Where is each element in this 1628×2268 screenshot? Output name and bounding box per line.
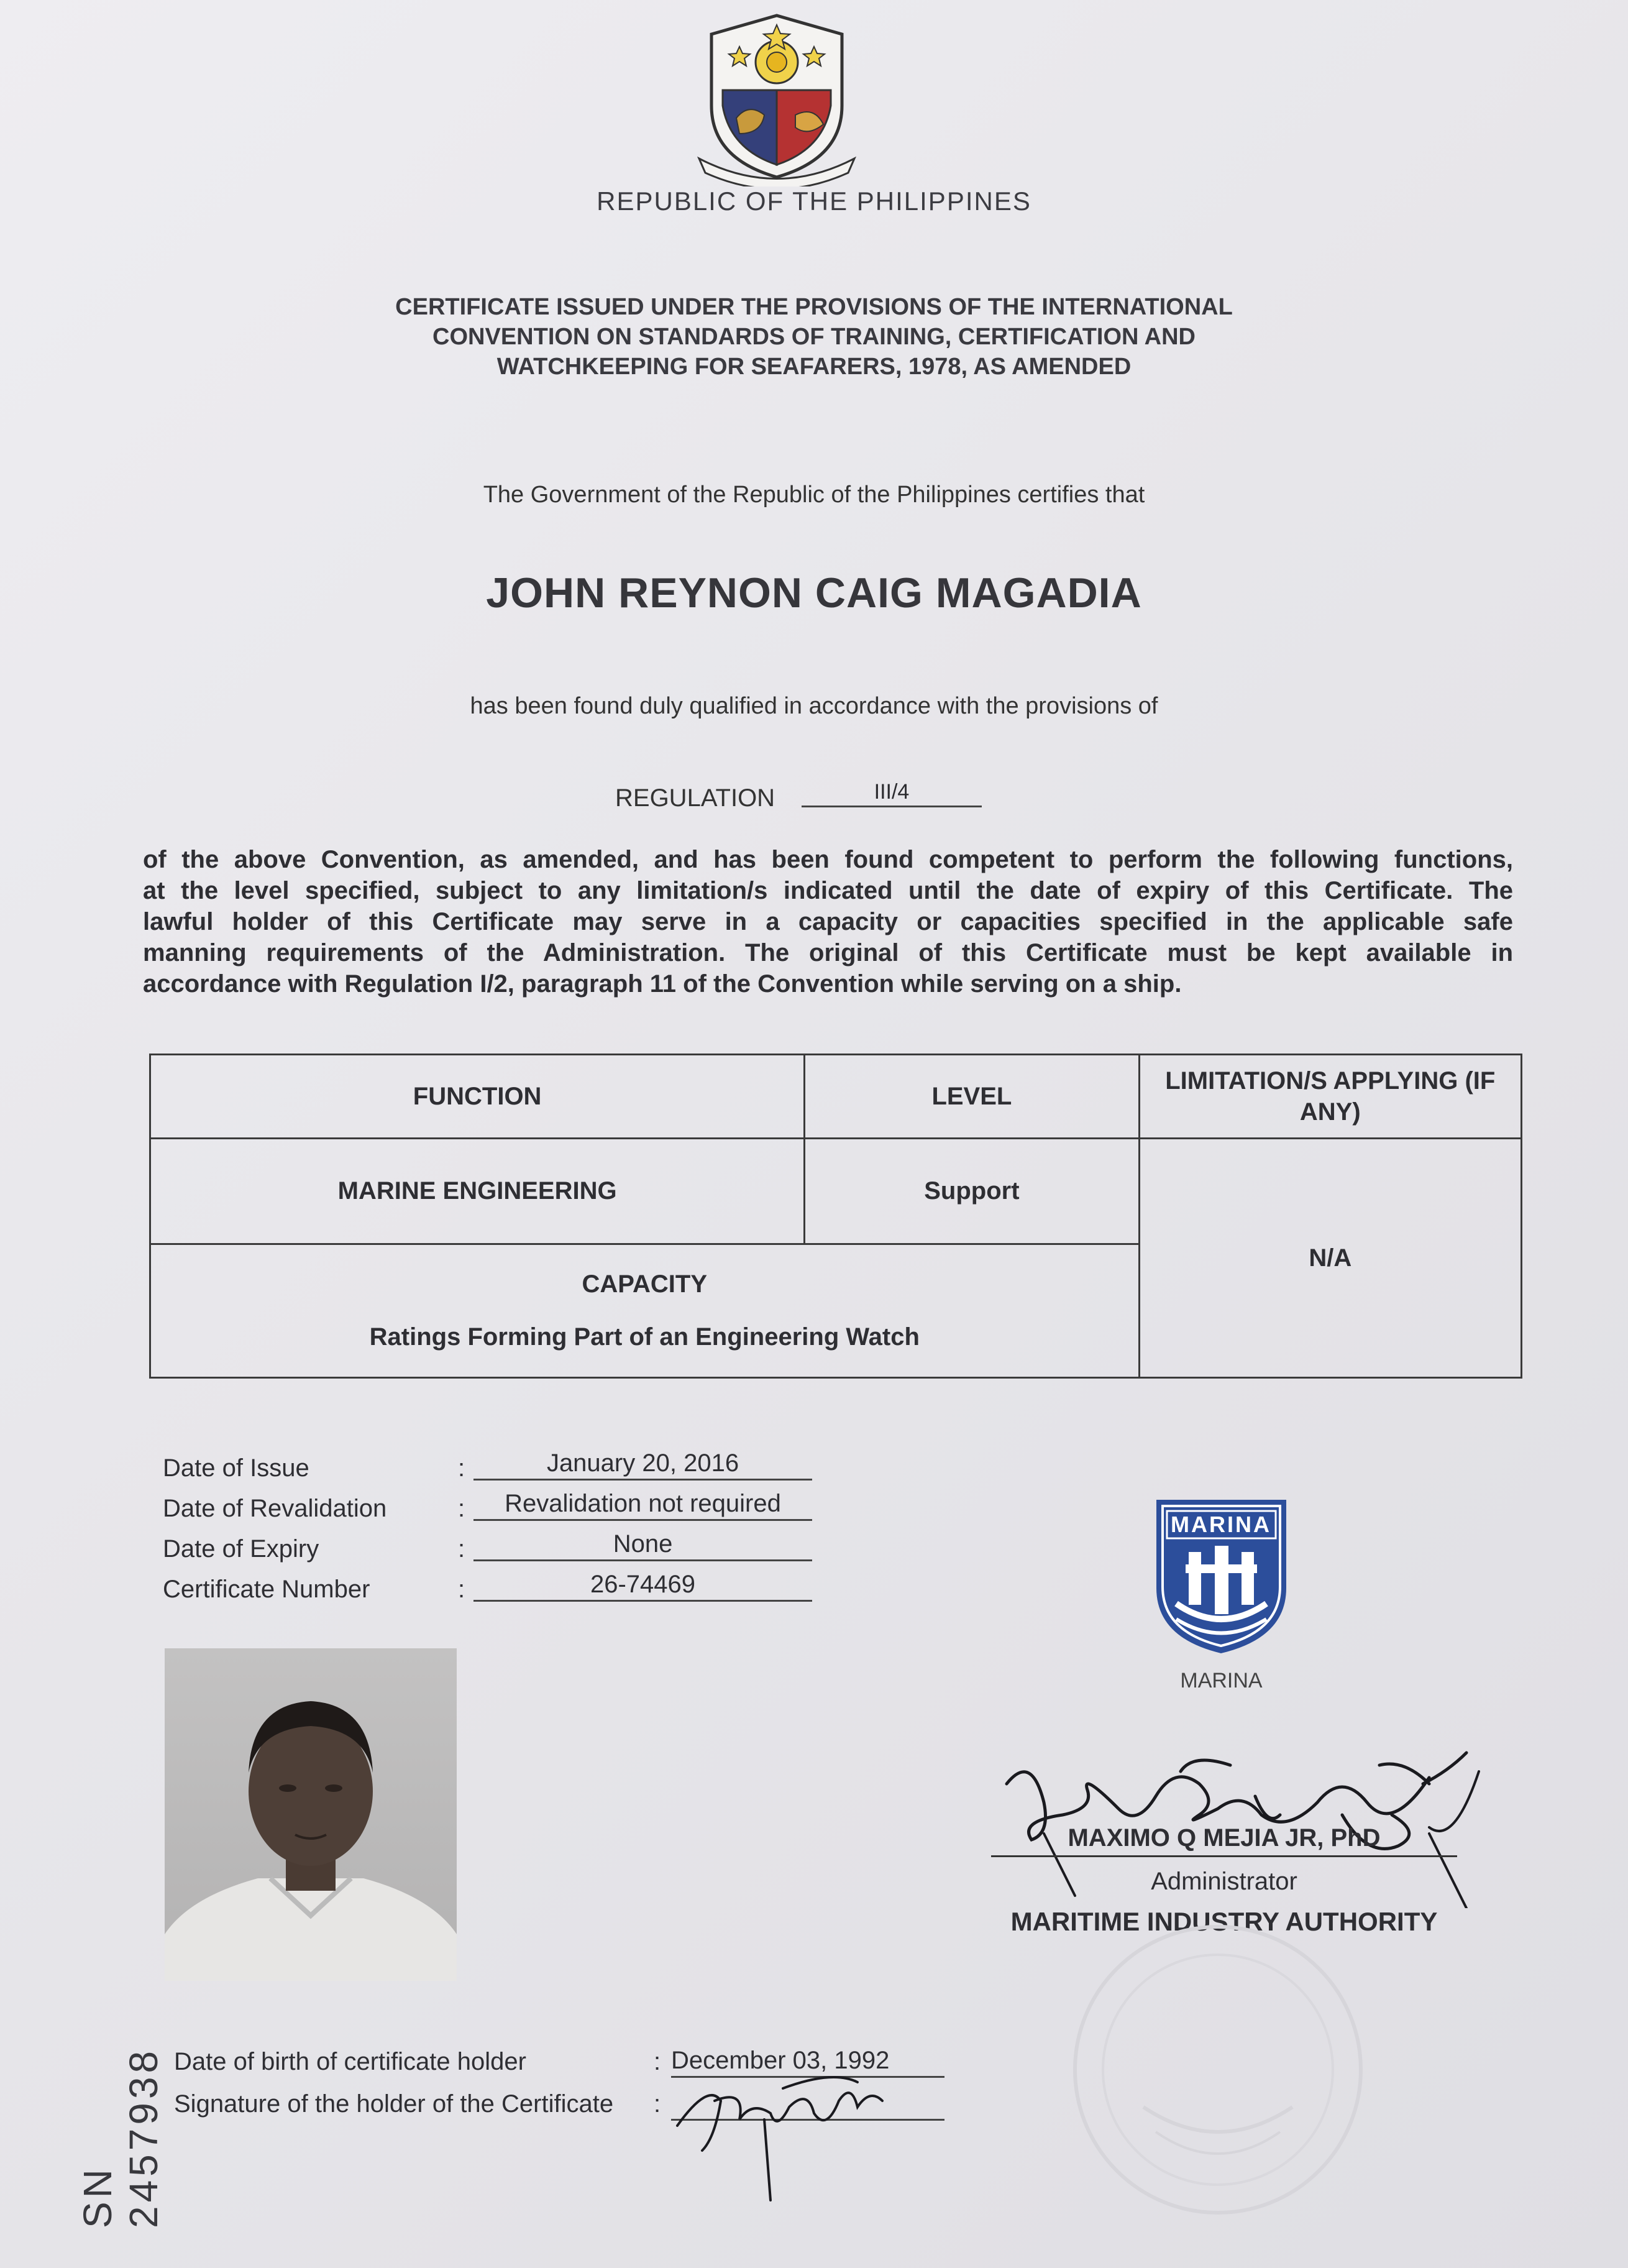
detail-value: 26-74469 <box>473 1571 812 1602</box>
regulation-value: III/4 <box>802 780 982 807</box>
capacity-header: CAPACITY <box>582 1270 708 1298</box>
paragraph-line: accordance with Regulation I/2, paragraph 11 of the Convention while serving on a ship. <box>143 970 1182 998</box>
detail-colon: : <box>458 1454 465 1482</box>
limitation-header: LIMITATION/S APPLYING (IF ANY) <box>1139 1055 1521 1139</box>
regulation-label: REGULATION <box>615 784 775 812</box>
holder-name: JOHN REYNON CAIG MAGADIA <box>486 569 1142 617</box>
country-title: REPUBLIC OF THE PHILIPPINES <box>597 186 1031 216</box>
administrator-name: MAXIMO Q MEJIA JR, PhD <box>1068 1824 1381 1852</box>
dob-label: Date of birth of certificate holder <box>174 2048 526 2075</box>
marina-caption: MARINA <box>1180 1669 1263 1692</box>
embossed-seal-icon <box>1056 1921 1379 2219</box>
heading-line: WATCHKEEPING FOR SEAFARERS, 1978, AS AMENDED <box>496 354 1132 380</box>
certificate-heading <box>0 292 1628 382</box>
detail-value: January 20, 2016 <box>473 1449 812 1481</box>
marina-logo-icon <box>1151 1495 1291 1656</box>
detail-colon: : <box>458 1576 465 1603</box>
detail-label: Date of Expiry <box>163 1535 319 1563</box>
paragraph-line: manning requirements of the Administration. The original of this Certificate must be kept available in <box>143 939 1513 966</box>
function-table <box>149 1054 1522 1379</box>
holder-signature-label: Signature of the holder of the Certificate <box>174 2090 614 2118</box>
capacity-cell <box>150 1244 1140 1378</box>
detail-value: None <box>473 1530 812 1561</box>
certifies-statement: The Government of the Republic of the Philippines certifies that <box>483 482 1145 508</box>
limitation-value: N/A <box>1139 1139 1521 1378</box>
level-value: Support <box>805 1139 1139 1244</box>
administrator-organization: MARITIME INDUSTRY AUTHORITY <box>1010 1907 1438 1936</box>
holder-photo <box>165 1648 457 1981</box>
level-header: LEVEL <box>805 1055 1139 1139</box>
administrator-signature-line <box>991 1855 1457 1857</box>
paragraph-line: lawful holder of this Certificate may serve in a capacity or capacities specified in the applicable safe <box>143 908 1513 935</box>
administrator-title: Administrator <box>1151 1868 1297 1895</box>
function-header: FUNCTION <box>150 1055 805 1139</box>
holder-signature-colon: : <box>654 2090 661 2118</box>
dob-colon: : <box>654 2048 661 2075</box>
holder-signature <box>671 2064 895 2206</box>
detail-colon: : <box>458 1495 465 1522</box>
marina-logo-text: MARINA <box>1171 1512 1271 1537</box>
heading-line: CONVENTION ON STANDARDS OF TRAINING, CERTIFICATION AND <box>432 324 1196 350</box>
qualified-statement: has been found duly qualified in accordance with the provisions of <box>470 693 1158 719</box>
heading-line: CERTIFICATE ISSUED UNDER THE PROVISIONS OF THE INTERNATIONAL <box>395 294 1233 320</box>
detail-value: Revalidation not required <box>473 1490 812 1521</box>
detail-colon: : <box>458 1535 465 1563</box>
paragraph-line: of the above Convention, as amended, and has been found competent to perform the following functions, <box>143 846 1513 873</box>
detail-label: Certificate Number <box>163 1576 370 1603</box>
coat-of-arms-seal-icon <box>693 12 861 186</box>
detail-label: Date of Issue <box>163 1454 309 1482</box>
capacity-value: Ratings Forming Part of an Engineering Watch <box>369 1323 920 1351</box>
competency-paragraph <box>143 844 1513 999</box>
detail-label: Date of Revalidation <box>163 1495 387 1522</box>
paragraph-line: at the level specified, subject to any limitation/s indicated until the date of expiry of this Certificate. The <box>143 877 1513 904</box>
serial-number: SN 2457938 <box>75 2047 166 2228</box>
function-value: MARINE ENGINEERING <box>150 1139 805 1244</box>
dob-value: December 03, 1992 <box>671 2047 944 2078</box>
